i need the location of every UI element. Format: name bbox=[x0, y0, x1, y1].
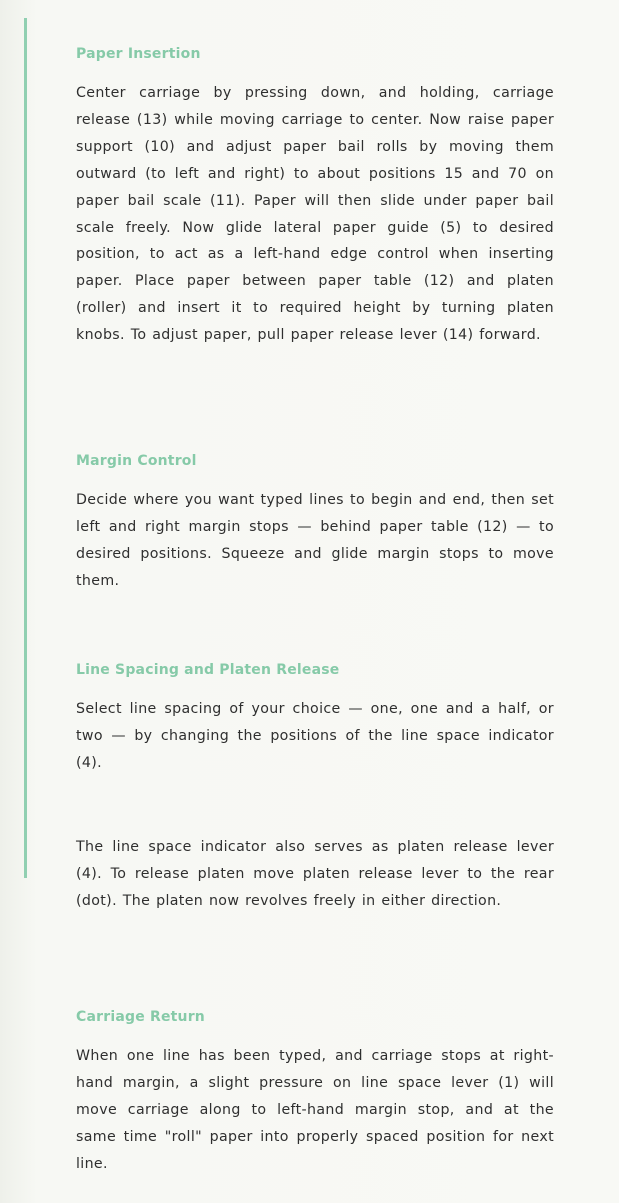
heading-line-spacing: Line Spacing and Platen Release bbox=[76, 662, 340, 678]
paragraph-platen-release: The line space indicator also serves as platen release lever (4). To release platen move platen release lever to the rear (dot). The platen now revolves freely in either direction. bbox=[76, 839, 554, 909]
section-carriage-return bbox=[76, 1009, 554, 1178]
left-margin-rule bbox=[24, 18, 27, 878]
heading-carriage-return: Carriage Return bbox=[76, 1009, 205, 1025]
heading-paper-insertion: Paper Insertion bbox=[76, 46, 201, 62]
paragraph-carriage-return: When one line has been typed, and carriage stops at right-hand margin, a slight pressure on line space lever (1) will move carriage along to left-hand margin stop, and at the same time "roll" paper into properly spaced position for next line. bbox=[76, 1048, 554, 1172]
section-paper-insertion bbox=[76, 46, 554, 349]
paragraph-line-spacing: Select line spacing of your choice — one, one and a half, or two — by changing the positions of the line space indicator (4). bbox=[76, 701, 554, 771]
heading-margin-control: Margin Control bbox=[76, 453, 197, 469]
paragraph-paper-insertion: Center carriage by pressing down, and holding, carriage release (13) while moving carriage to center. Now raise paper support (10) and adjust paper bail rolls by moving them outward (to left and right) to about positions 15 and 70 on paper bail scale (11). Paper will then slide under paper bail scale freely. Now glide lateral paper guide (5) to desired position, to act as a left-hand edge control when inserting paper. Place paper between paper table (12) and platen (roller) and insert it to required height by turning platen knobs. To adjust paper, pull paper release lever (14) forward. bbox=[76, 85, 554, 344]
section-margin-control bbox=[76, 453, 554, 595]
section-platen-release bbox=[76, 834, 554, 915]
section-line-spacing bbox=[76, 662, 554, 777]
paragraph-margin-control: Decide where you want typed lines to begin and end, then set left and right margin stops — behind paper table (12) — to desired positions. Squeeze and glide margin stops to move them. bbox=[76, 492, 554, 589]
